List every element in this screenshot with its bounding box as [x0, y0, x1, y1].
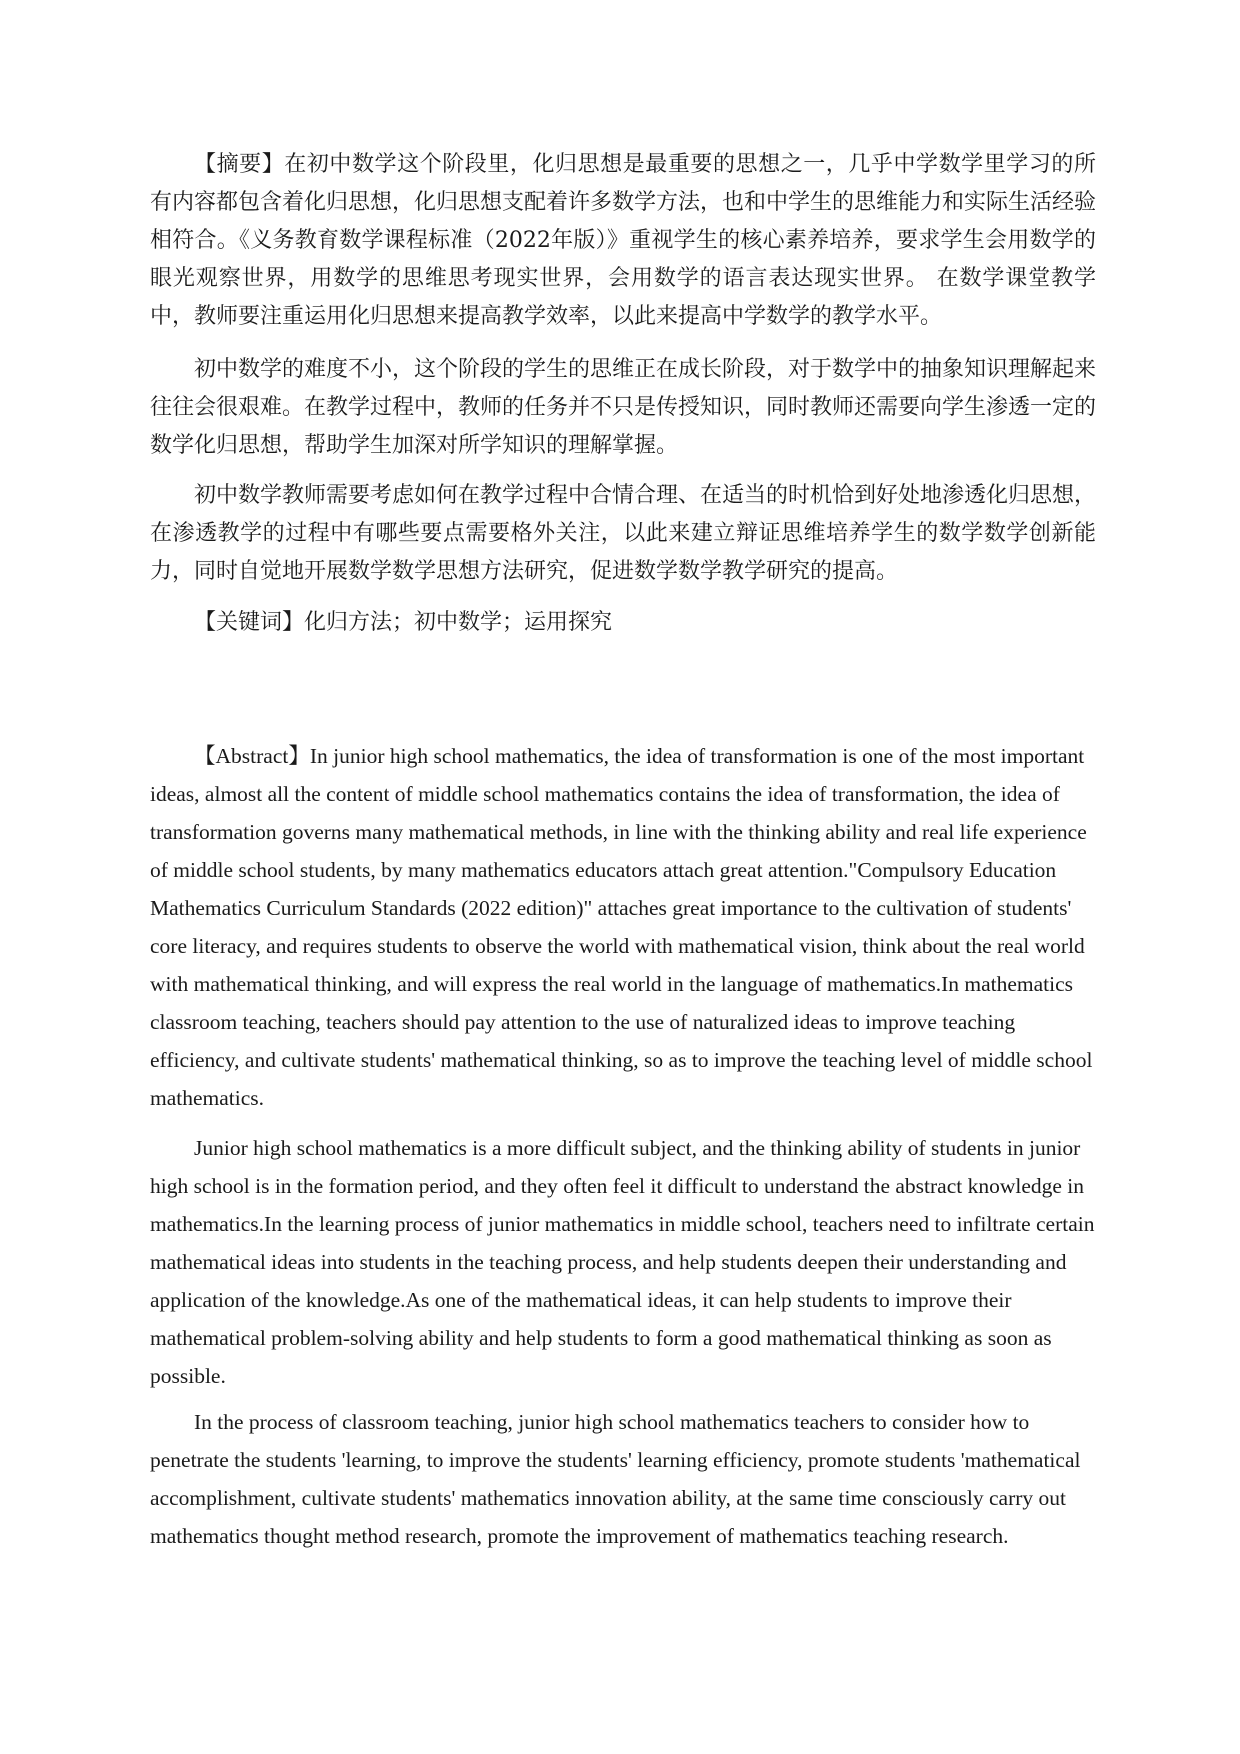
english-abstract-text: In junior high school mathematics, the idea of transformation is one of the most important ideas, almost all the content of middle school mathematics contains the idea of transformation, the idea of transformation governs many mathematical methods, in line with the thinking ability and real life experience of middle school students, by many mathematics educators attach great attention."Compulsory Education Mathematics Curriculum Standards (2022 edition)" attaches great importance to the cultivation of students' core literacy, and requires students to observe the world with mathematical vision, think about the real world with mathematical thinking, and will express the real world in the language of mathematics.In mathematics classroom teaching, teachers should pay attention to the use of naturalized ideas to improve teaching efficiency, and cultivate students' mathematical thinking, so as to improve the teaching level of middle school mathematics.	[150, 744, 1093, 1110]
chinese-paragraph-3: 初中数学教师需要考虑如何在教学过程中合情合理、在适当的时机恰到好处地渗透化归思想，在渗透教学的过程中有哪些要点需要格外关注，以此来建立辩证思维培养学生的数学数学创新能力，同时自觉地开展数学数学思想方法研究，促进数学数学教学研究的提高。	[150, 483, 1097, 584]
english-abstract-label: 【Abstract】	[194, 744, 310, 768]
english-abstract-paragraph	[150, 737, 1096, 1117]
english-paragraph-3: In the process of classroom teaching, junior high school mathematics teachers to consider how to penetrate the students 'learning, to improve the students' learning efficiency, promote students 'mathematical accomplishment, cultivate students' mathematics innovation ability, at the same time consciously carry out mathematics thought method research, promote the improvement of mathematics teaching research.	[150, 1410, 1081, 1548]
english-paragraph-2: Junior high school mathematics is a more difficult subject, and the thinking ability of students in junior high school is in the formation period, and they often feel it difficult to understand the abstract knowledge in mathematics.In the learning process of junior mathematics in middle school, teachers need to infiltrate certain mathematical ideas into students in the teaching process, and help students deepen their understanding and application of the knowledge.As one of the mathematical ideas, it can help students to improve their mathematical problem-solving ability and help students to form a good mathematical thinking as soon as possible.	[150, 1136, 1095, 1388]
chinese-keywords-paragraph	[150, 604, 1096, 642]
chinese-abstract-label: 【摘要】	[194, 152, 285, 177]
chinese-keywords-label: 【关键词】	[194, 610, 305, 635]
chinese-abstract-paragraph	[150, 146, 1096, 336]
chinese-paragraph-2: 初中数学的难度不小，这个阶段的学生的思维正在成长阶段，对于数学中的抽象知识理解起来往往会很艰难。在教学过程中，教师的任务并不只是传授知识，同时教师还需要向学生渗透一定的数学化归思想，帮助学生加深对所学知识的理解掌握。	[150, 357, 1097, 458]
chinese-keywords-text: 化归方法；初中数学；运用探究	[304, 610, 613, 635]
chinese-abstract-text: 在初中数学这个阶段里，化归思想是最重要的思想之一，几乎中学数学里学习的所有内容都包含着化归思想，化归思想支配着许多数学方法，也和中学生的思维能力和实际生活经验相符合。《义务教育数学课程标准（2022年版）》重视学生的核心素养培养，要求学生会用数学的眼光观察世界，用数学的思维思考现实世界，会用数学的语言表达现实世界。 在数学课堂教学中，教师要注重运用化归思想来提高教学效率，以此来提高中学数学的教学水平。	[150, 152, 1097, 329]
